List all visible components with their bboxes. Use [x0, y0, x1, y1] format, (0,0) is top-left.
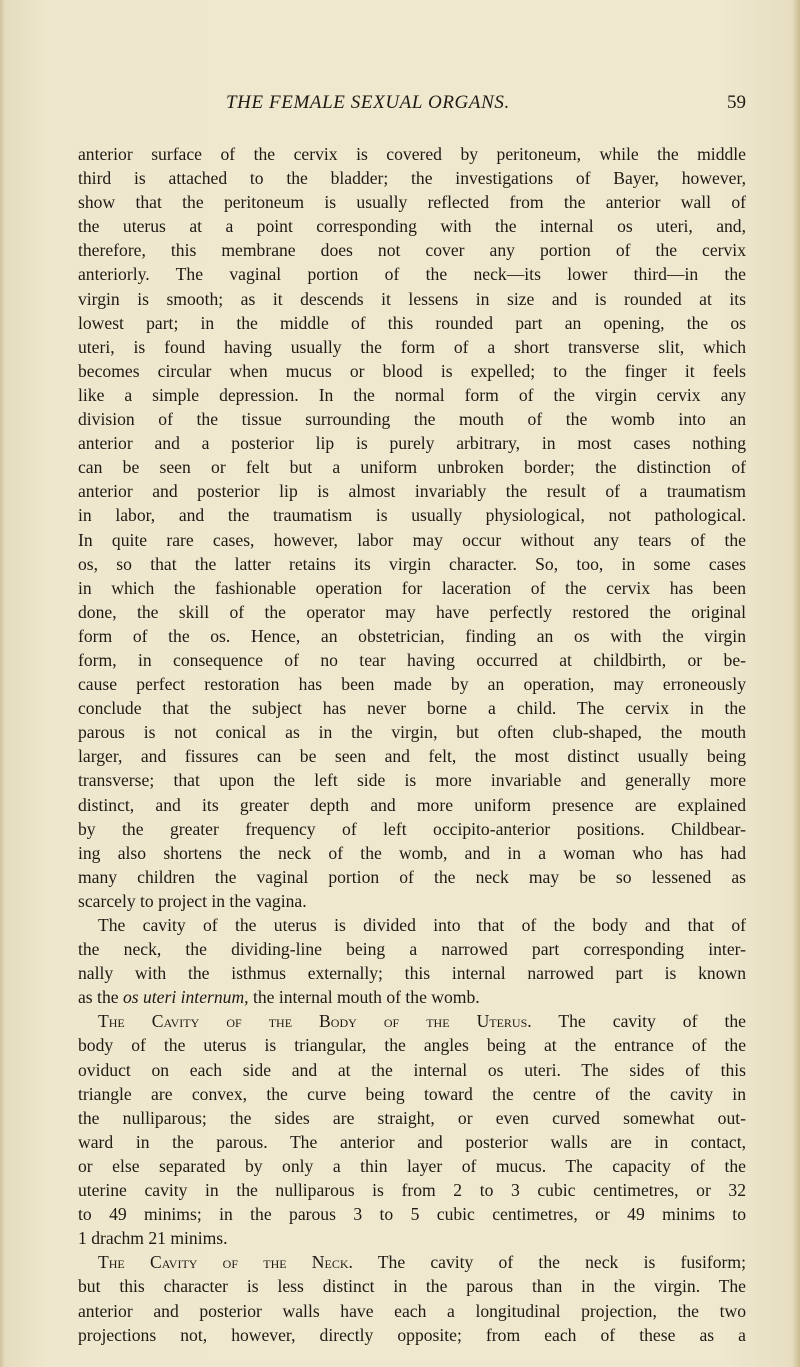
section-heading: The Cavity of the Body of the Uterus. [98, 1011, 532, 1032]
text-line: becomes circular when mucus or blood is expelled; to the finger it feels [78, 360, 746, 381]
section-heading-line [78, 1009, 746, 1033]
text-line: uteri, is found having usually the form of a short transverse slit, which [78, 336, 746, 357]
text-line: uterine cavity in the nulliparous is from 2 to 3 cubic centimetres, or 32 [78, 1180, 746, 1201]
text-line: triangle are convex, the curve being toward the centre of the cavity in [78, 1083, 746, 1104]
text-line: virgin is smooth; as it descends it lessens in size and is rounded at its [78, 288, 746, 309]
text-line: anterior surface of the cervix is covered by peritoneum, while the middle [78, 144, 746, 164]
text-line: therefore, this membrane does not cover any portion of the cervix [78, 240, 746, 261]
page-header [226, 92, 746, 118]
text-line: os, so that the latter retains its virgin character. So, too, in some cases [78, 553, 746, 574]
text-line: larger, and fissures can be seen and felt, the most distinct usually being [78, 746, 746, 767]
text-line: projections not, however, directly opposite; from each of these as a [78, 1324, 746, 1345]
text-line: or else separated by only a thin layer of mucus. The capacity of the [78, 1155, 746, 1176]
text-line: form, in consequence of no tear having occurred at childbirth, or be- [78, 649, 746, 670]
text-line: by the greater frequency of left occipito-anterior positions. Childbear- [78, 818, 746, 839]
text-line: ward in the parous. The anterior and posterior walls are in contact, [78, 1131, 746, 1152]
page-right-edge [792, 0, 800, 1367]
text-line: third is attached to the bladder; the investigations of Bayer, however, [78, 168, 746, 189]
text-run: as the [78, 987, 123, 1008]
text-line: but this character is less distinct in the parous than in the virgin. The [78, 1276, 746, 1297]
text-line: conclude that the subject has never borne a child. The cervix in the [78, 698, 746, 719]
text-line: the neck, the dividing-line being a narrowed part corresponding inter- [78, 939, 746, 960]
text-line: can be seen or felt but a uniform unbroken border; the distinction of [78, 457, 746, 478]
text-line: ing also shortens the neck of the womb, and in a woman who has had [78, 842, 746, 863]
section-heading: The Cavity of the Neck. [98, 1252, 353, 1273]
page-number: 59 [727, 92, 746, 113]
text-run: The cavity of the neck is fusiform; [352, 1252, 746, 1273]
page-left-edge [0, 0, 6, 1367]
text-line: form of the os. Hence, an obstetrician, finding an os with the virgin [78, 625, 746, 646]
text-line: show that the peritoneum is usually reflected from the anterior wall of [78, 192, 746, 213]
text-run: The cavity of the [531, 1011, 746, 1032]
text-line: anterior and posterior walls have each a longitudinal projection, the two [78, 1300, 746, 1321]
text-line: In quite rare cases, however, labor may occur without any tears of the [78, 529, 746, 550]
text-line: oviduct on each side and at the internal os uteri. The sides of this [78, 1059, 746, 1080]
running-title: THE FEMALE SEXUAL ORGANS. [226, 92, 510, 113]
latin-term: os uteri internum, [122, 987, 249, 1008]
paragraph-end-line: 1 drachm 21 minims. [78, 1228, 228, 1249]
text-line: anteriorly. The vaginal portion of the neck—its lower third—in the [78, 264, 746, 285]
text-line: distinct, and its greater depth and more uniform presence are explained [78, 794, 746, 815]
text-line: transverse; that upon the left side is more invariable and generally more [78, 770, 746, 791]
paragraph-end-line: scarcely to project in the vagina. [78, 890, 307, 911]
text-line: parous is not conical as in the virgin, but often club-shaped, the mouth [78, 722, 746, 743]
text-line: to 49 minims; in the parous 3 to 5 cubic centimetres, or 49 minims to [78, 1204, 746, 1225]
text-line: many children the vaginal portion of the neck may be so lessened as [78, 866, 746, 887]
paragraph-end-line [78, 985, 746, 1009]
text-line: the nulliparous; the sides are straight, or even curved somewhat out- [78, 1107, 746, 1128]
text-line: like a simple depression. In the normal form of the virgin cervix any [78, 384, 746, 405]
text-line: in which the fashionable operation for laceration of the cervix has been [78, 577, 746, 598]
text-line: anterior and a posterior lip is purely arbitrary, in most cases nothing [78, 433, 746, 454]
text-line: anterior and posterior lip is almost invariably the result of a traumatism [78, 481, 746, 502]
text-line: the uterus at a point corresponding with the internal os uteri, and, [78, 216, 746, 237]
section-heading-line [78, 1250, 746, 1274]
body-text [78, 142, 746, 1347]
text-line: lowest part; in the middle of this rounded part an opening, the os [78, 312, 746, 333]
text-run: the internal mouth of the womb. [248, 987, 480, 1008]
text-line: done, the skill of the operator may have perfectly restored the original [78, 601, 746, 622]
text-line: body of the uterus is triangular, the angles being at the entrance of the [78, 1035, 746, 1056]
text-line: division of the tissue surrounding the mouth of the womb into an [78, 409, 746, 430]
text-line: cause perfect restoration has been made by an operation, may erroneously [78, 674, 746, 695]
text-line: The cavity of the uterus is divided into that of the body and that of [98, 915, 746, 935]
text-line: nally with the isthmus externally; this internal narrowed part is known [78, 963, 746, 984]
text-line: in labor, and the traumatism is usually physiological, not pathological. [78, 505, 746, 526]
